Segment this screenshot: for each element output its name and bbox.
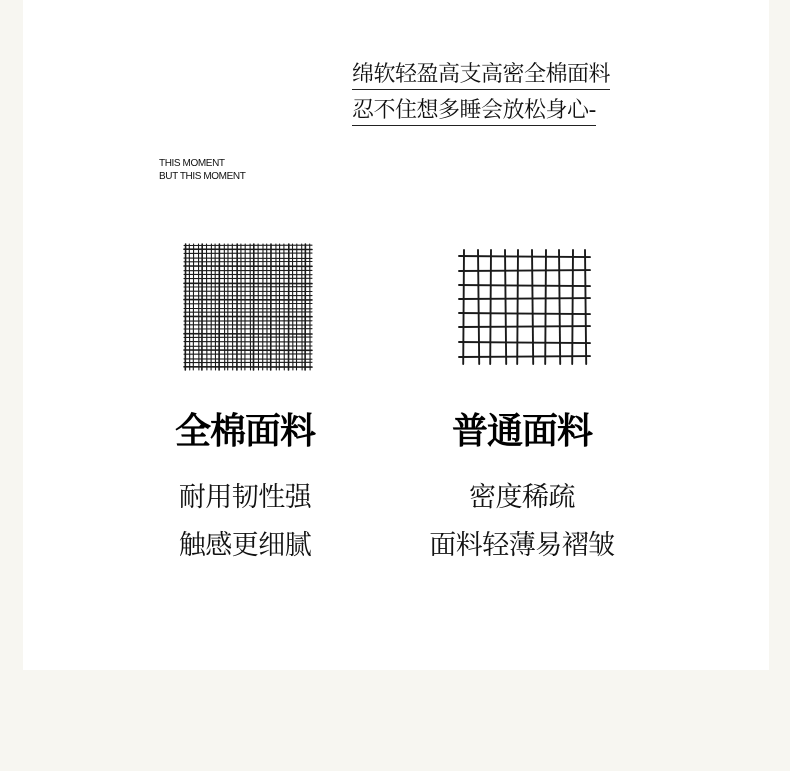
sparse-weave-grid-icon <box>458 249 591 365</box>
sparse-weave-weft-thread <box>459 342 590 343</box>
sparse-weave-weft-thread <box>459 270 590 271</box>
headline-line-1 <box>352 62 610 90</box>
cotton-fabric-desc-line-2: 触感更细腻 <box>178 530 312 561</box>
eyebrow-line-1: THIS MOMENT <box>159 158 225 169</box>
sparse-weave-warp-thread <box>490 250 491 364</box>
sparse-weave-weft-thread <box>459 256 590 257</box>
headline-line-1-text: 绵软轻盈高支高密全棉面料 <box>352 62 610 90</box>
eyebrow-text <box>159 157 245 183</box>
cotton-fabric-description <box>95 474 395 570</box>
sparse-weave-weft-thread <box>459 285 590 286</box>
sparse-weave-warp-thread <box>572 250 573 364</box>
sparse-weave-weft-thread <box>459 356 590 357</box>
fine-weave-grid-icon <box>183 243 313 371</box>
headline-line-2 <box>352 98 596 126</box>
regular-fabric-desc-line-2: 面料轻薄易褶皱 <box>429 530 615 561</box>
sparse-weave-warp-thread <box>463 250 464 364</box>
sparse-weave-warp-thread <box>478 250 479 364</box>
regular-fabric-desc-line-1: 密度稀疏 <box>469 482 575 513</box>
sparse-weave-weft-thread <box>459 326 590 327</box>
sparse-weave-warp-thread <box>532 250 533 364</box>
regular-fabric-description <box>372 474 672 570</box>
cotton-fabric-title: 全棉面料 <box>174 411 315 452</box>
sparse-weave-weft-thread <box>459 298 590 299</box>
sparse-weave-warp-thread <box>505 250 506 364</box>
sparse-weave-warp-thread <box>585 250 586 364</box>
sparse-weave-warp-thread <box>559 250 560 364</box>
sparse-weave-weft-thread <box>459 313 590 314</box>
sparse-weave-warp-thread <box>545 250 546 364</box>
cotton-fabric-desc-line-1: 耐用韧性强 <box>178 482 312 513</box>
headline-line-2-text: 忍不住想多睡会放松身心- <box>352 98 596 126</box>
regular-fabric-title: 普通面料 <box>451 411 592 452</box>
eyebrow-line-2: BUT THIS MOMENT <box>159 171 246 182</box>
sparse-weave-warp-thread <box>517 250 518 364</box>
